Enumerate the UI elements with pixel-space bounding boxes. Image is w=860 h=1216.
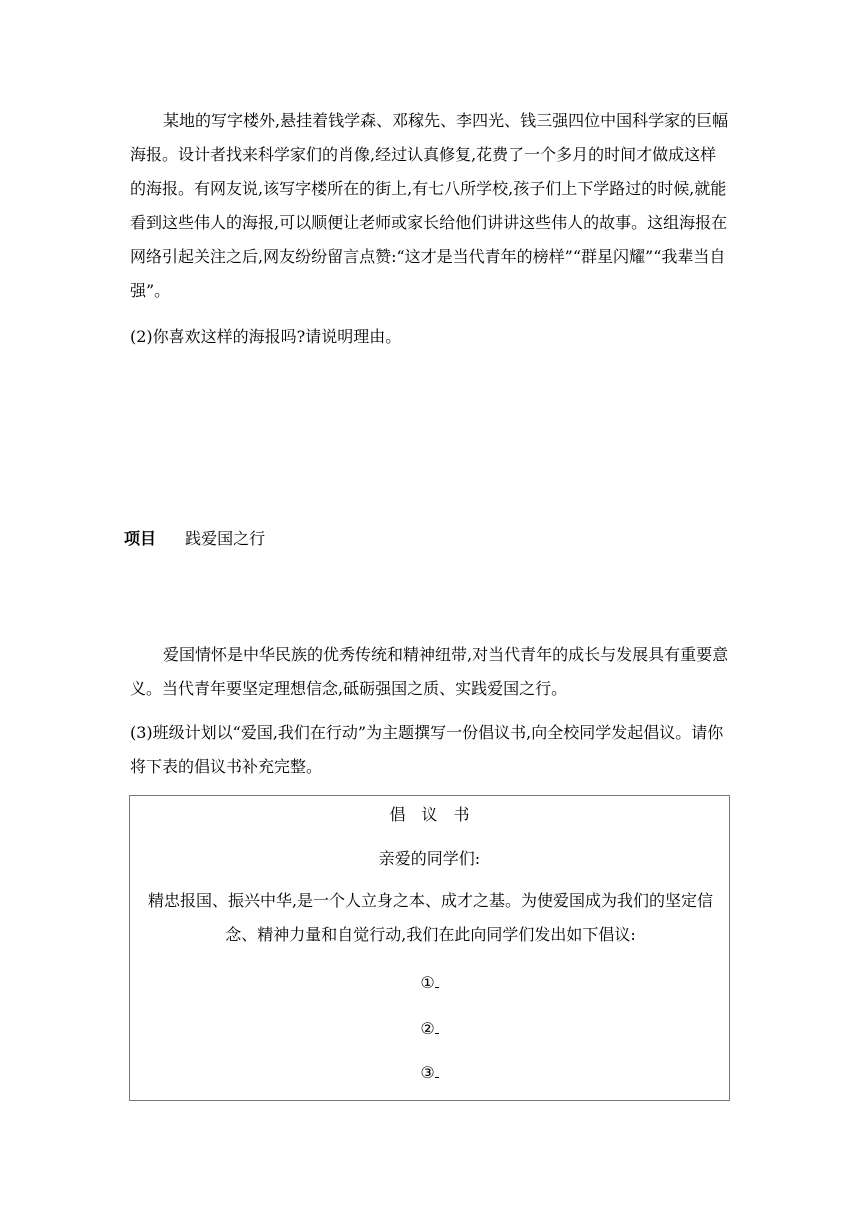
proposal-item-2[interactable] [130, 1012, 729, 1046]
section-heading [124, 525, 265, 553]
proposal-item-3[interactable] [130, 1056, 729, 1090]
proposal-title: 倡 议 书 [389, 805, 470, 824]
item-number: ② [420, 1019, 435, 1038]
answer-blank[interactable] [435, 1019, 439, 1034]
proposal-letter-box [129, 795, 730, 1101]
question-2: (2)你喜欢这样的海报吗?请说明理由。 [130, 327, 402, 346]
passage-patriotism: 爱国情怀是中华民族的优秀传统和精神纽带,对当代青年的成长与发展具有重要意义。当代青年要坚定理想信念,砥砺强国之质、实践爱国之行。 [130, 645, 729, 698]
passage-scientist-posters: 某地的写字楼外,悬挂着钱学森、邓稼先、李四光、钱三强四位中国科学家的巨幅海报。设计者找来科学家们的肖像,经过认真修复,花费了一个多月的时间才做成这样的海报。有网友说,该写字楼所在的街上,有七八所学校,孩子们上下学路过的时候,就能看到这些伟人的海报,可以顺便让老师或家长给他们讲讲这些伟人的故事。这组海报在网络引起关注之后,网友纷纷留言点赞:“这才是当代青年的榜样”“群星闪耀”“我辈当自强”。 [130, 111, 729, 300]
question-3: (3)班级计划以“爱国,我们在行动”为主题撰写一份倡议书,向全校同学发起倡议。请你将下表的倡议书补充完整。 [130, 723, 724, 776]
section-title: 践爱国之行 [185, 529, 266, 548]
answer-blank[interactable] [435, 1063, 439, 1078]
item-number: ③ [420, 1063, 435, 1082]
proposal-body: 精忠报国、振兴中华,是一个人立身之本、成才之基。为使爱国成为我们的坚定信念、精神力量和自觉行动,我们在此向同学们发出如下倡议: [147, 891, 714, 944]
section-label: 项目 [124, 529, 157, 548]
answer-blank[interactable] [435, 973, 439, 988]
item-number: ① [420, 973, 435, 992]
proposal-greeting: 亲爱的同学们: [378, 849, 481, 868]
proposal-item-1[interactable] [130, 966, 729, 1000]
